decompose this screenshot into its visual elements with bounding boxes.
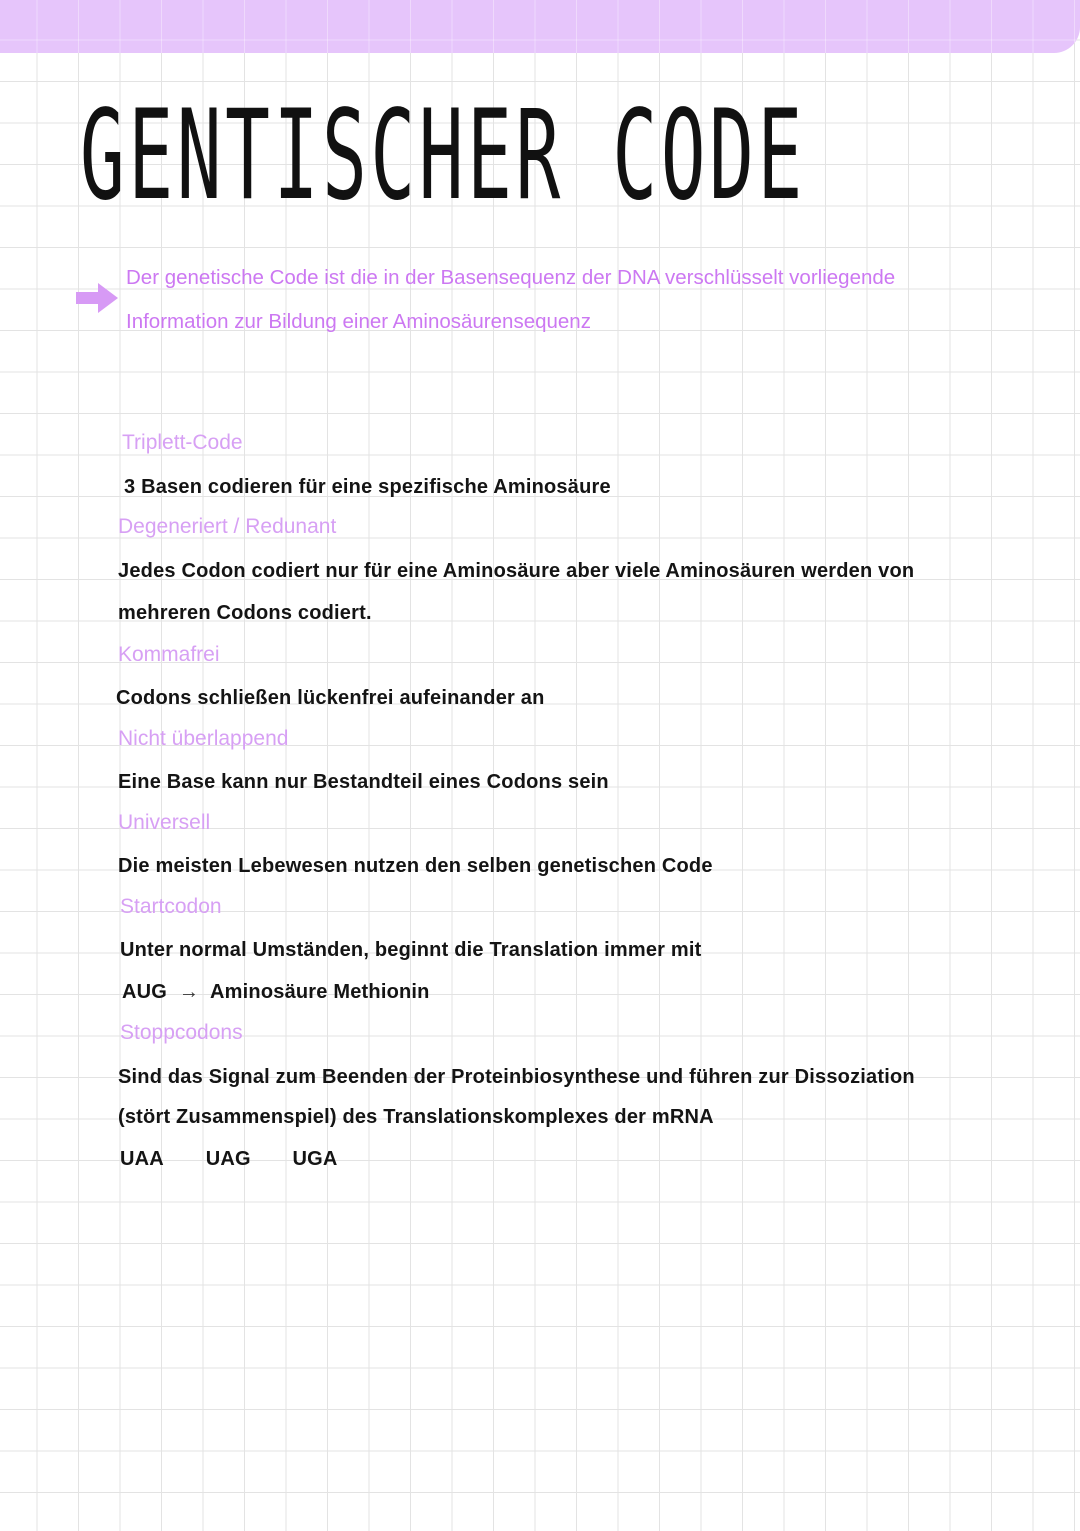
text-stoppcodons-line-2: (stört Zusammenspiel) des Translationskomplexes der mRNA: [118, 1106, 714, 1128]
text-universell: Die meisten Lebewesen nutzen den selben genetischen Code: [118, 855, 713, 877]
codon-uga: UGA: [292, 1148, 338, 1170]
codon-aug: AUG: [122, 981, 168, 1003]
start-codon-line: [122, 981, 430, 1004]
page-title: GENTISCHER CODE: [80, 84, 806, 228]
stop-codon-list: [120, 1148, 374, 1171]
codon-uaa: UAA: [120, 1148, 164, 1170]
heading-universell: Universell: [118, 811, 211, 834]
definition: [126, 256, 1046, 344]
text-degeneriert-line-1: Jedes Codon codiert nur für eine Aminosäure aber viele Aminosäuren werden von: [118, 560, 915, 582]
right-arrow-icon: [74, 281, 120, 315]
heading-nicht-ueberlappend: Nicht überlappend: [118, 727, 289, 750]
definition-line-1: Der genetische Code ist die in der Basensequenz der DNA verschlüsselt vorliegende: [126, 266, 896, 289]
text-startcodon: Unter normal Umständen, beginnt die Translation immer mit: [120, 939, 702, 961]
heading-kommafrei: Kommafrei: [118, 643, 220, 666]
header-band: [0, 0, 1080, 53]
definition-line-2: Information zur Bildung einer Aminosäurensequenz: [126, 310, 591, 333]
text-kommafrei: Codons schließen lückenfrei aufeinander an: [116, 687, 545, 709]
text-triplett-code: 3 Basen codieren für eine spezifische Aminosäure: [124, 476, 611, 498]
codon-uag: UAG: [205, 1148, 251, 1170]
heading-stoppcodons: Stoppcodons: [120, 1021, 243, 1044]
text-stoppcodons-line-1: Sind das Signal zum Beenden der Proteinbiosynthese und führen zur Dissoziation: [118, 1066, 915, 1088]
methionin-label: Aminosäure Methionin: [210, 981, 430, 1003]
heading-triplett-code: Triplett-Code: [122, 431, 243, 454]
heading-startcodon: Startcodon: [120, 895, 222, 918]
arrow-icon: →: [178, 981, 200, 1003]
text-degeneriert-line-2: mehreren Codons codiert.: [118, 602, 372, 624]
heading-degeneriert: Degeneriert / Redunant: [118, 515, 337, 538]
text-nicht-ueberlappend: Eine Base kann nur Bestandteil eines Codons sein: [118, 771, 609, 793]
